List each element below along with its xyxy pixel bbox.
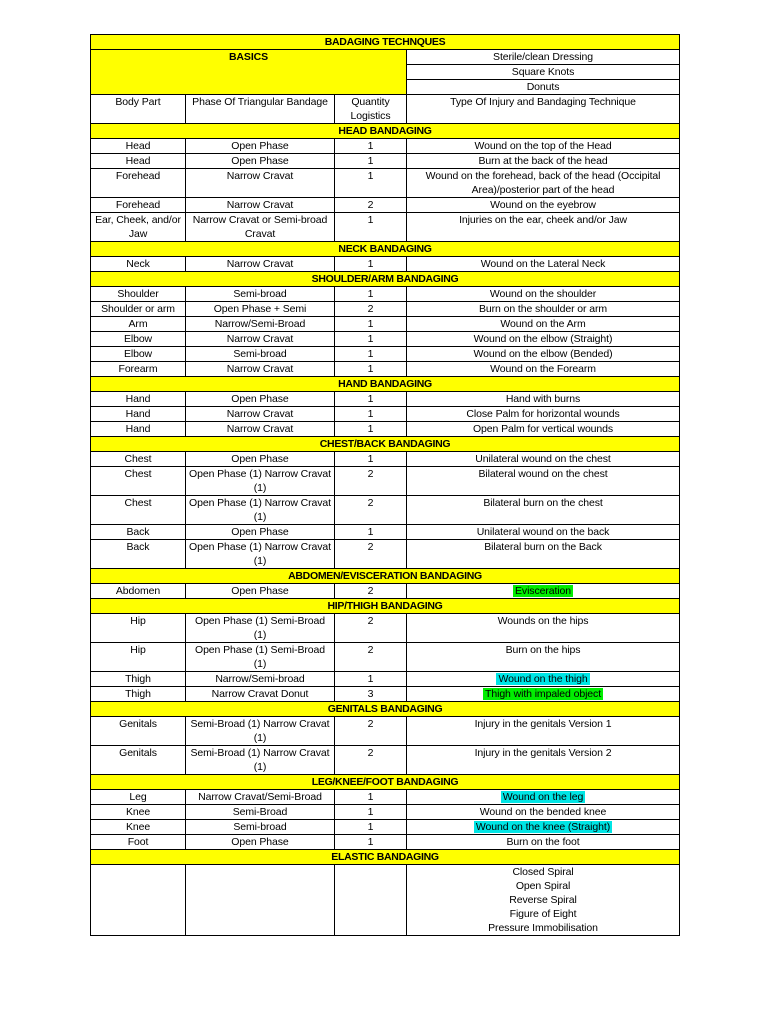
injury-cell — [407, 467, 680, 496]
phase-cell: Semi-Broad — [186, 805, 335, 820]
basics-item: Sterile/clean Dressing — [407, 50, 680, 65]
injury-cell — [407, 362, 680, 377]
header-body-part: Body Part — [91, 95, 186, 124]
phase-cell: Narrow Cravat — [186, 198, 335, 213]
injury-text: Bilateral wound on the chest — [478, 468, 608, 480]
quantity-cell: 1 — [335, 835, 407, 850]
injury-text: Injury in the genitals Version 1 — [474, 718, 612, 730]
injury-text: Burn on the foot — [506, 836, 580, 848]
section-header-row — [91, 599, 680, 614]
injury-cell — [407, 820, 680, 835]
injury-text: Burn on the hips — [505, 644, 581, 656]
quantity-cell: 2 — [335, 467, 407, 496]
table-title: BADAGING TECHNQUES — [91, 35, 680, 50]
body-part-cell: Forearm — [91, 362, 186, 377]
quantity-cell: 1 — [335, 169, 407, 198]
injury-text: Close Palm for horizontal wounds — [466, 408, 620, 420]
table-row — [91, 687, 680, 702]
quantity-cell: 3 — [335, 687, 407, 702]
injury-text: Wound on the elbow (Bended) — [473, 348, 613, 360]
body-part-cell: Chest — [91, 467, 186, 496]
body-part-cell: Leg — [91, 790, 186, 805]
body-part-cell: Elbow — [91, 347, 186, 362]
quantity-cell: 1 — [335, 392, 407, 407]
phase-cell: Semi-broad — [186, 820, 335, 835]
table-row — [91, 614, 680, 643]
injury-text: Wound on the bended knee — [479, 806, 607, 818]
phase-cell: Semi-broad — [186, 287, 335, 302]
table-row — [91, 496, 680, 525]
injury-cell — [407, 805, 680, 820]
section-header-row — [91, 437, 680, 452]
elastic-row — [91, 865, 680, 936]
injury-cell — [407, 302, 680, 317]
phase-cell: Narrow Cravat — [186, 362, 335, 377]
quantity-cell: 1 — [335, 287, 407, 302]
body-part-cell: Shoulder or arm — [91, 302, 186, 317]
section-title: HIP/THIGH BANDAGING — [91, 599, 680, 614]
table-row — [91, 257, 680, 272]
section-header-row — [91, 775, 680, 790]
body-part-cell: Hand — [91, 407, 186, 422]
section-header-row — [91, 272, 680, 287]
quantity-cell: 1 — [335, 347, 407, 362]
table-row — [91, 805, 680, 820]
basics-item: Square Knots — [407, 65, 680, 80]
body-part-cell: Knee — [91, 805, 186, 820]
phase-cell: Open Phase — [186, 154, 335, 169]
quantity-cell: 1 — [335, 805, 407, 820]
section-header-row — [91, 124, 680, 139]
table-row — [91, 287, 680, 302]
phase-cell: Open Phase (1) Semi-Broad (1) — [186, 614, 335, 643]
injury-cell — [407, 835, 680, 850]
injury-text: Bilateral burn on the Back — [484, 541, 602, 553]
injury-text: Open Palm for vertical wounds — [472, 423, 614, 435]
injury-cell — [407, 287, 680, 302]
table-row — [91, 835, 680, 850]
injury-cell — [407, 169, 680, 198]
injury-text: Burn on the shoulder or arm — [479, 303, 608, 315]
section-title: NECK BANDAGING — [91, 242, 680, 257]
body-part-cell: Neck — [91, 257, 186, 272]
body-part-cell: Hip — [91, 614, 186, 643]
injury-text: Hand with burns — [505, 393, 581, 405]
quantity-cell: 2 — [335, 496, 407, 525]
section-title: CHEST/BACK BANDAGING — [91, 437, 680, 452]
table-row — [91, 198, 680, 213]
injury-cell — [407, 213, 680, 242]
section-header-row — [91, 702, 680, 717]
body-part-cell: Genitals — [91, 746, 186, 775]
body-part-cell: Elbow — [91, 332, 186, 347]
quantity-cell: 2 — [335, 540, 407, 569]
injury-cell — [407, 584, 680, 599]
phase-cell: Semi-broad — [186, 347, 335, 362]
body-part-cell: Foot — [91, 835, 186, 850]
injury-cell — [407, 198, 680, 213]
quantity-cell: 2 — [335, 302, 407, 317]
body-part-cell: Thigh — [91, 687, 186, 702]
body-part-cell: Forehead — [91, 198, 186, 213]
table-row — [91, 467, 680, 496]
phase-cell: Open Phase — [186, 525, 335, 540]
injury-text: Wound on the shoulder — [489, 288, 597, 300]
phase-cell: Narrow Cravat — [186, 422, 335, 437]
table-row — [91, 169, 680, 198]
title-row — [91, 35, 680, 50]
injury-cell — [407, 614, 680, 643]
phase-cell: Semi-Broad (1) Narrow Cravat (1) — [186, 746, 335, 775]
injury-text: Injuries on the ear, cheek and/or Jaw — [459, 214, 627, 226]
injury-cell — [407, 154, 680, 169]
injury-cell — [407, 317, 680, 332]
injury-cell — [407, 525, 680, 540]
quantity-cell: 1 — [335, 317, 407, 332]
elastic-techniques-cell — [407, 865, 680, 936]
phase-cell: Open Phase (1) Semi-Broad (1) — [186, 643, 335, 672]
section-header-row — [91, 242, 680, 257]
table-row — [91, 154, 680, 169]
injury-text: Wound on the Arm — [500, 318, 586, 330]
section-title: SHOULDER/ARM BANDAGING — [91, 272, 680, 287]
body-part-cell: Head — [91, 154, 186, 169]
phase-cell: Semi-Broad (1) Narrow Cravat (1) — [186, 717, 335, 746]
phase-cell: Narrow Cravat/Semi-Broad — [186, 790, 335, 805]
injury-cell — [407, 496, 680, 525]
injury-cell — [407, 347, 680, 362]
table-row — [91, 407, 680, 422]
phase-cell: Open Phase (1) Narrow Cravat (1) — [186, 496, 335, 525]
body-part-cell: Back — [91, 525, 186, 540]
quantity-cell: 2 — [335, 746, 407, 775]
injury-text: Burn at the back of the head — [478, 155, 608, 167]
injury-text: Unilateral wound on the chest — [475, 453, 611, 465]
section-title: HAND BANDAGING — [91, 377, 680, 392]
table-row — [91, 317, 680, 332]
phase-cell: Open Phase (1) Narrow Cravat (1) — [186, 467, 335, 496]
injury-text: Wound on the Forearm — [490, 363, 596, 375]
injury-text: Thigh with impaled object — [485, 688, 602, 700]
body-part-cell: Arm — [91, 317, 186, 332]
phase-cell: Narrow/Semi-broad — [186, 672, 335, 687]
body-part-cell: Knee — [91, 820, 186, 835]
phase-cell: Narrow Cravat — [186, 407, 335, 422]
table-row — [91, 540, 680, 569]
quantity-cell: 1 — [335, 257, 407, 272]
body-part-cell: Forehead — [91, 169, 186, 198]
injury-cell — [407, 422, 680, 437]
table-row — [91, 746, 680, 775]
phase-cell: Narrow Cravat or Semi-broad Cravat — [186, 213, 335, 242]
phase-cell: Narrow Cravat Donut — [186, 687, 335, 702]
section-title: HEAD BANDAGING — [91, 124, 680, 139]
injury-text: Wound on the Lateral Neck — [480, 258, 606, 270]
elastic-technique: Pressure Immobilisation — [488, 922, 598, 934]
table-row — [91, 584, 680, 599]
injury-cell — [407, 746, 680, 775]
body-part-cell: Back — [91, 540, 186, 569]
empty-cell — [335, 865, 407, 936]
phase-cell: Narrow Cravat — [186, 257, 335, 272]
header-quantity: Quantity Logistics — [335, 95, 407, 124]
body-part-cell: Genitals — [91, 717, 186, 746]
injury-text: Wounds on the hips — [497, 615, 589, 627]
elastic-technique: Figure of Eight — [509, 908, 577, 920]
injury-cell — [407, 687, 680, 702]
injury-text: Wound on the thigh — [498, 673, 588, 685]
table-row — [91, 452, 680, 467]
quantity-cell: 1 — [335, 525, 407, 540]
injury-text: Wound on the elbow (Straight) — [473, 333, 613, 345]
phase-cell: Open Phase + Semi — [186, 302, 335, 317]
body-part-cell: Hand — [91, 392, 186, 407]
basics-row — [91, 50, 680, 65]
basics-label: BASICS — [91, 50, 407, 95]
body-part-cell: Hip — [91, 643, 186, 672]
table-row — [91, 717, 680, 746]
table-row — [91, 820, 680, 835]
section-title: ABDOMEN/EVISCERATION BANDAGING — [91, 569, 680, 584]
injury-text: Wound on the leg — [502, 791, 584, 803]
phase-cell: Open Phase — [186, 835, 335, 850]
basics-item: Donuts — [407, 80, 680, 95]
quantity-cell: 2 — [335, 584, 407, 599]
quantity-cell: 1 — [335, 139, 407, 154]
phase-cell: Narrow/Semi-Broad — [186, 317, 335, 332]
section-title: LEG/KNEE/FOOT BANDAGING — [91, 775, 680, 790]
injury-cell — [407, 332, 680, 347]
empty-cell — [186, 865, 335, 936]
quantity-cell: 1 — [335, 332, 407, 347]
section-header-row — [91, 569, 680, 584]
body-part-cell: Ear, Cheek, and/or Jaw — [91, 213, 186, 242]
table-row — [91, 347, 680, 362]
quantity-cell: 2 — [335, 614, 407, 643]
injury-text: Wound on the top of the Head — [474, 140, 612, 152]
table-row — [91, 790, 680, 805]
injury-text: Wound on the forehead, back of the head (Occipital Area)/posterior part of the head — [425, 170, 661, 196]
body-part-cell: Chest — [91, 496, 186, 525]
table-row — [91, 332, 680, 347]
quantity-cell: 1 — [335, 820, 407, 835]
body-part-cell: Abdomen — [91, 584, 186, 599]
quantity-cell: 2 — [335, 643, 407, 672]
injury-cell — [407, 139, 680, 154]
elastic-technique: Open Spiral — [515, 880, 571, 892]
injury-cell — [407, 392, 680, 407]
injury-cell — [407, 643, 680, 672]
injury-text: Unilateral wound on the back — [476, 526, 610, 538]
injury-cell — [407, 790, 680, 805]
elastic-technique: Closed Spiral — [512, 866, 574, 878]
quantity-cell: 1 — [335, 154, 407, 169]
injury-text: Wound on the eyebrow — [490, 199, 596, 211]
section-header-row — [91, 850, 680, 865]
section-title: GENITALS BANDAGING — [91, 702, 680, 717]
quantity-cell: 1 — [335, 672, 407, 687]
table-row — [91, 672, 680, 687]
quantity-cell: 1 — [335, 407, 407, 422]
injury-cell — [407, 717, 680, 746]
section-title: ELASTIC BANDAGING — [91, 850, 680, 865]
phase-cell: Open Phase — [186, 584, 335, 599]
body-part-cell: Head — [91, 139, 186, 154]
header-phase: Phase Of Triangular Bandage — [186, 95, 335, 124]
table-row — [91, 302, 680, 317]
elastic-technique: Reverse Spiral — [509, 894, 577, 906]
table-row — [91, 643, 680, 672]
quantity-cell: 1 — [335, 790, 407, 805]
phase-cell: Open Phase — [186, 139, 335, 154]
bandaging-table — [90, 34, 680, 936]
body-part-cell: Chest — [91, 452, 186, 467]
injury-cell — [407, 452, 680, 467]
injury-text: Injury in the genitals Version 2 — [474, 747, 612, 759]
injury-cell — [407, 257, 680, 272]
section-header-row — [91, 377, 680, 392]
quantity-cell: 2 — [335, 198, 407, 213]
injury-text: Evisceration — [515, 585, 572, 597]
body-part-cell: Hand — [91, 422, 186, 437]
body-part-cell: Shoulder — [91, 287, 186, 302]
table-row — [91, 362, 680, 377]
injury-text: Wound on the knee (Straight) — [475, 821, 611, 833]
phase-cell: Open Phase — [186, 452, 335, 467]
empty-cell — [91, 865, 186, 936]
header-injury: Type Of Injury and Bandaging Technique — [407, 95, 680, 124]
quantity-cell: 2 — [335, 717, 407, 746]
header-row — [91, 95, 680, 124]
phase-cell: Open Phase — [186, 392, 335, 407]
quantity-cell: 1 — [335, 213, 407, 242]
table-row — [91, 392, 680, 407]
injury-cell — [407, 407, 680, 422]
quantity-cell: 1 — [335, 362, 407, 377]
quantity-cell: 1 — [335, 452, 407, 467]
injury-text: Bilateral burn on the chest — [483, 497, 603, 509]
injury-cell — [407, 672, 680, 687]
injury-cell — [407, 540, 680, 569]
quantity-cell: 1 — [335, 422, 407, 437]
table-row — [91, 213, 680, 242]
table-row — [91, 525, 680, 540]
table-row — [91, 422, 680, 437]
phase-cell: Narrow Cravat — [186, 169, 335, 198]
table-row — [91, 139, 680, 154]
body-part-cell: Thigh — [91, 672, 186, 687]
phase-cell: Open Phase (1) Narrow Cravat (1) — [186, 540, 335, 569]
phase-cell: Narrow Cravat — [186, 332, 335, 347]
